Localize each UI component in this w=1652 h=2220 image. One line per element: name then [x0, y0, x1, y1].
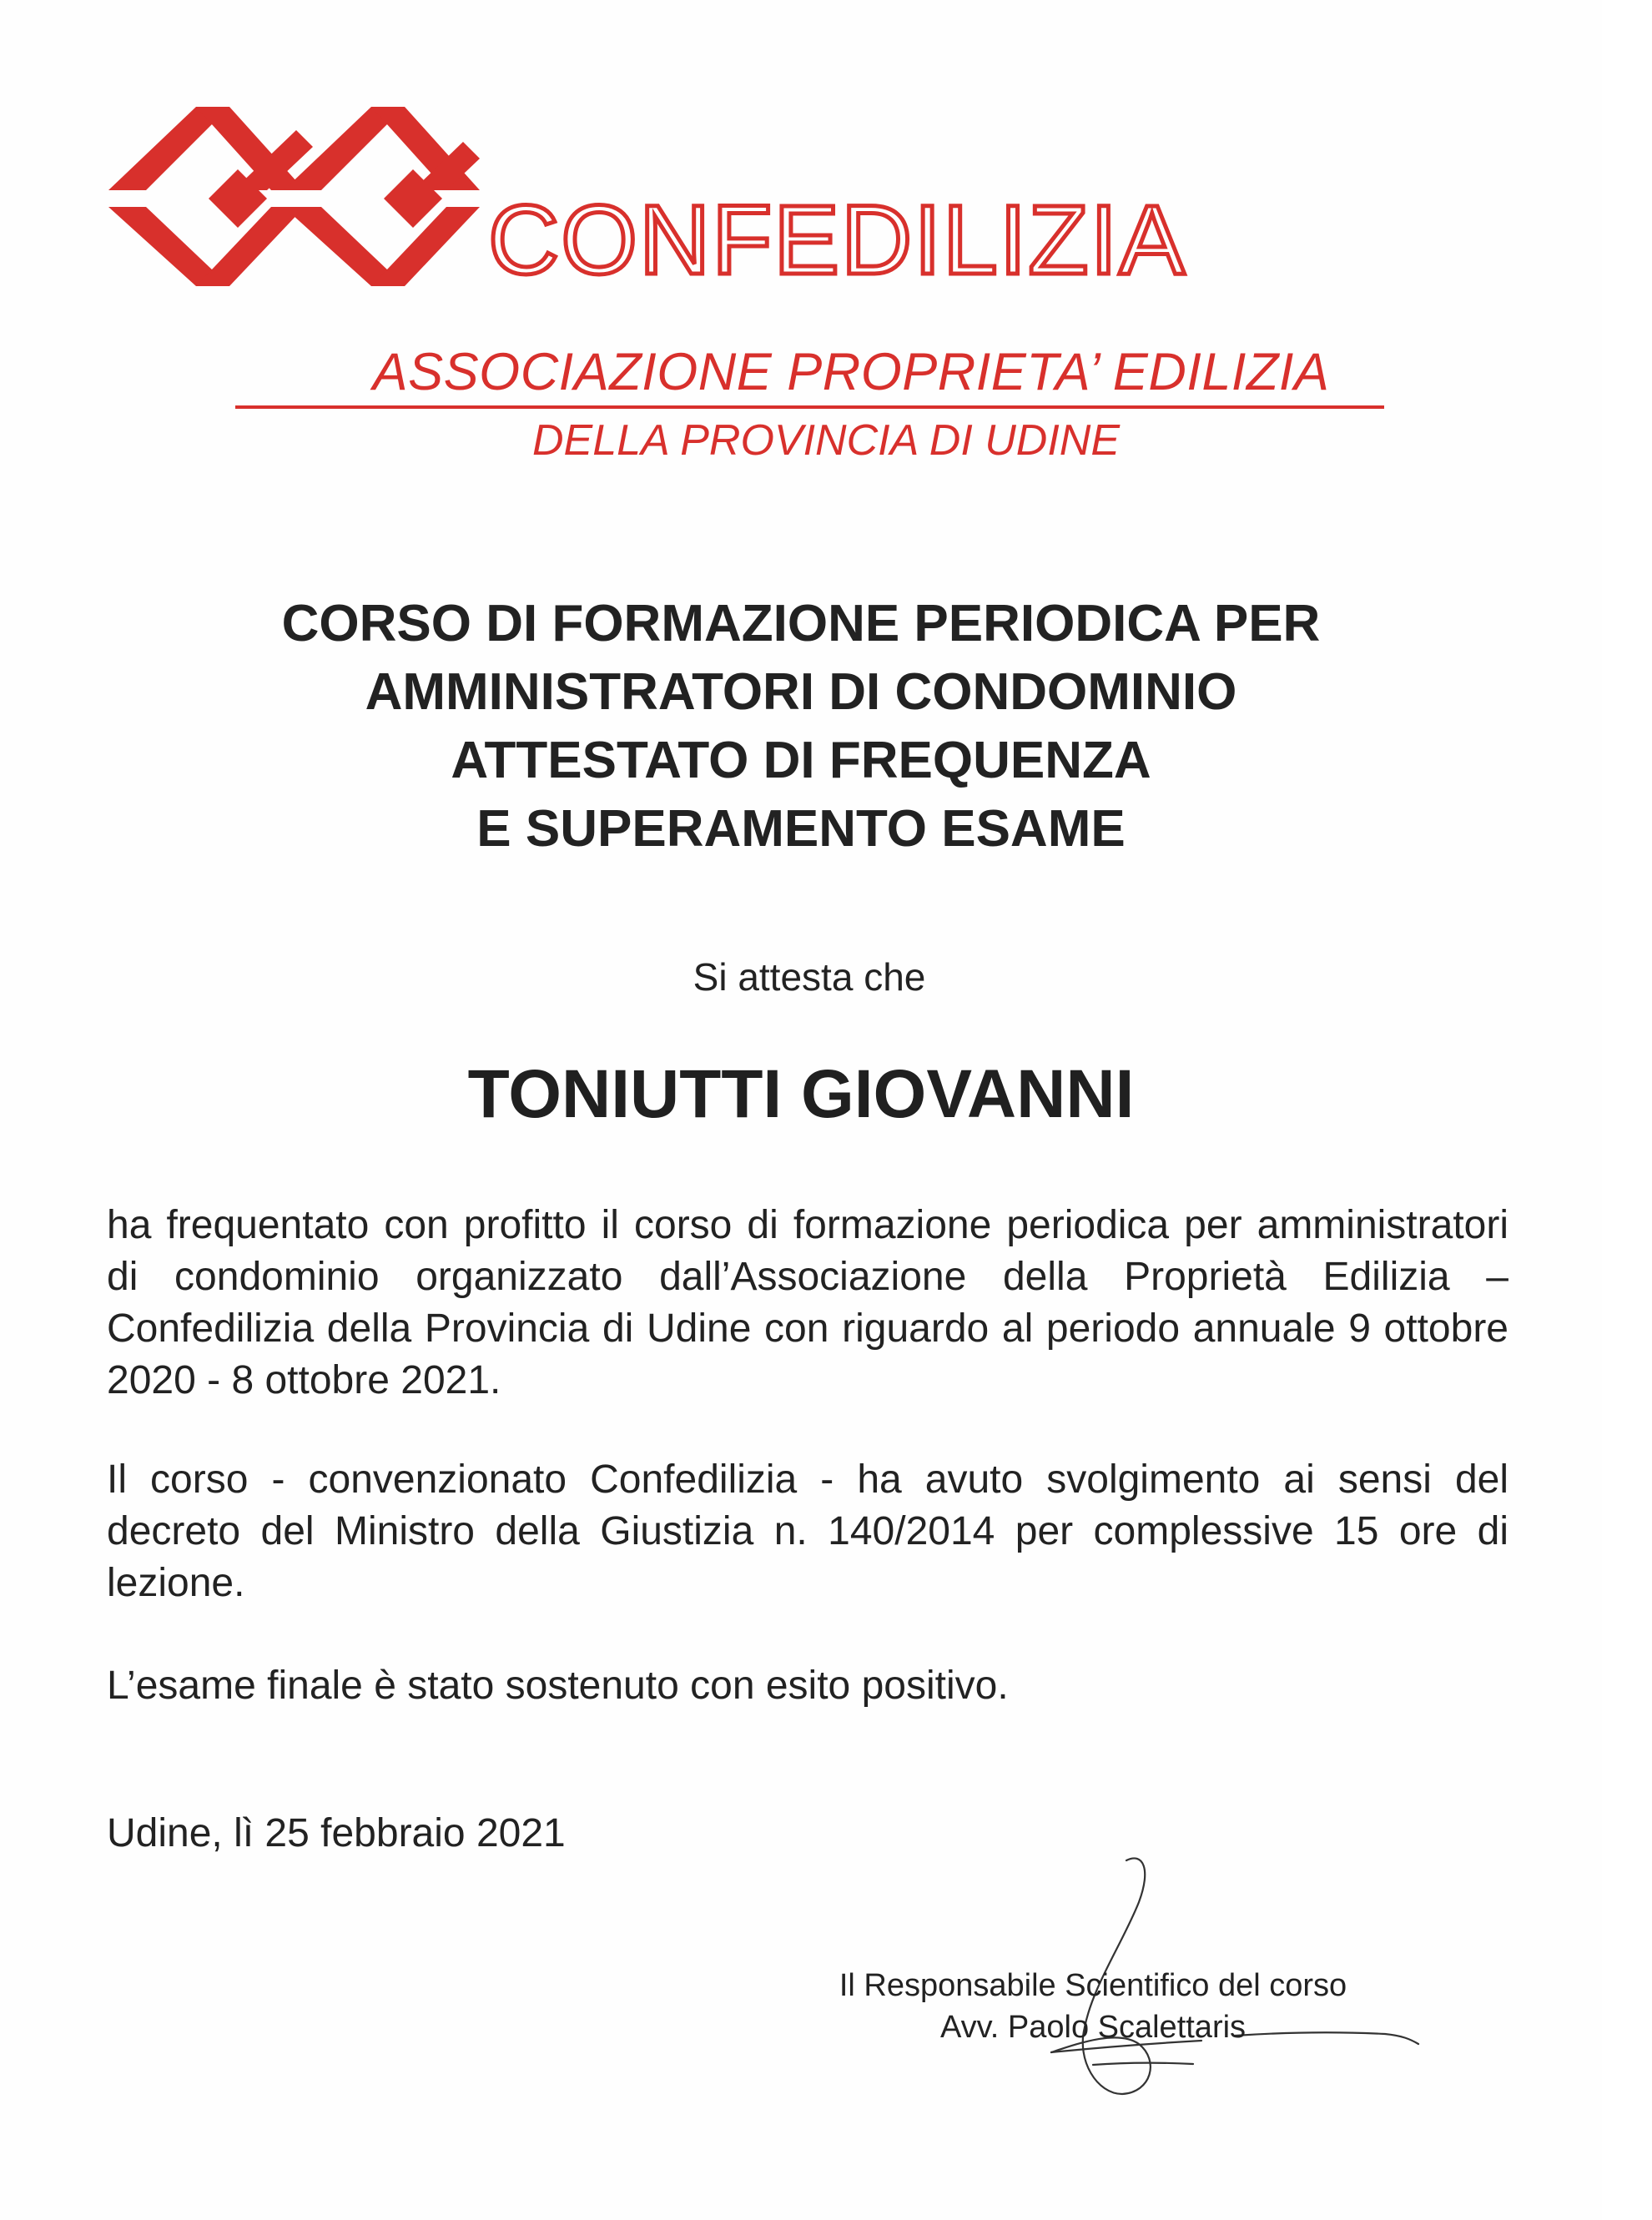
course-title-line-4: E SUPERAMENTO ESAME	[476, 800, 1126, 858]
logo-shape-10	[371, 207, 480, 286]
course-title-line-3: ATTESTATO DI FREQUENZA	[451, 732, 1151, 789]
paragraph-course-details: Il corso - convenzionato Confedilizia - ha avuto svolgimento ai sensi del decreto del Ministro della Giustizia n. 140/2014 per complessive 15 ore di lezione.	[107, 1457, 1508, 1605]
association-underline	[235, 405, 1384, 409]
recipient-name: TONIUTTI GIOVANNI	[467, 1056, 1135, 1132]
course-title	[0, 590, 1602, 863]
paragraph-exam-result: L’esame finale è stato sostenuto con esito positivo.	[107, 1664, 1009, 1708]
attest-intro: Si attesta che	[693, 955, 926, 999]
logo-wordmark: CONFEDILIZIA	[488, 185, 1186, 295]
course-title-line-2: AMMINISTRATORI DI CONDOMINIO	[365, 663, 1237, 721]
confedilizia-logo	[108, 98, 1186, 299]
association-name: ASSOCIAZIONE PROPRIETA’ EDILIZIA	[372, 343, 1330, 401]
course-title-line-1: CORSO DI FORMAZIONE PERIODICA PER	[281, 595, 1321, 652]
signature-name: Avv. Paolo Scalettaris	[939, 2010, 1247, 2045]
signature-role: Il Responsabile Scientifico del corso	[839, 1968, 1347, 2003]
signature-block	[801, 1965, 1385, 2048]
paragraph-attendance: ha frequentato con profitto il corso di formazione periodica per amministratori di condominio organizzato dall’Associazione della Proprietà Edilizia – Confedilizia della Provincia di Udine con riguardo al periodo annuale 9 ottobre 2020 - 8 ottobre 2021.	[107, 1203, 1508, 1402]
logo-shape-8	[196, 207, 305, 286]
association-province: DELLA PROVINCIA DI UDINE	[531, 416, 1121, 465]
place-date: Udine, lì 25 febbraio 2021	[107, 1811, 566, 1855]
